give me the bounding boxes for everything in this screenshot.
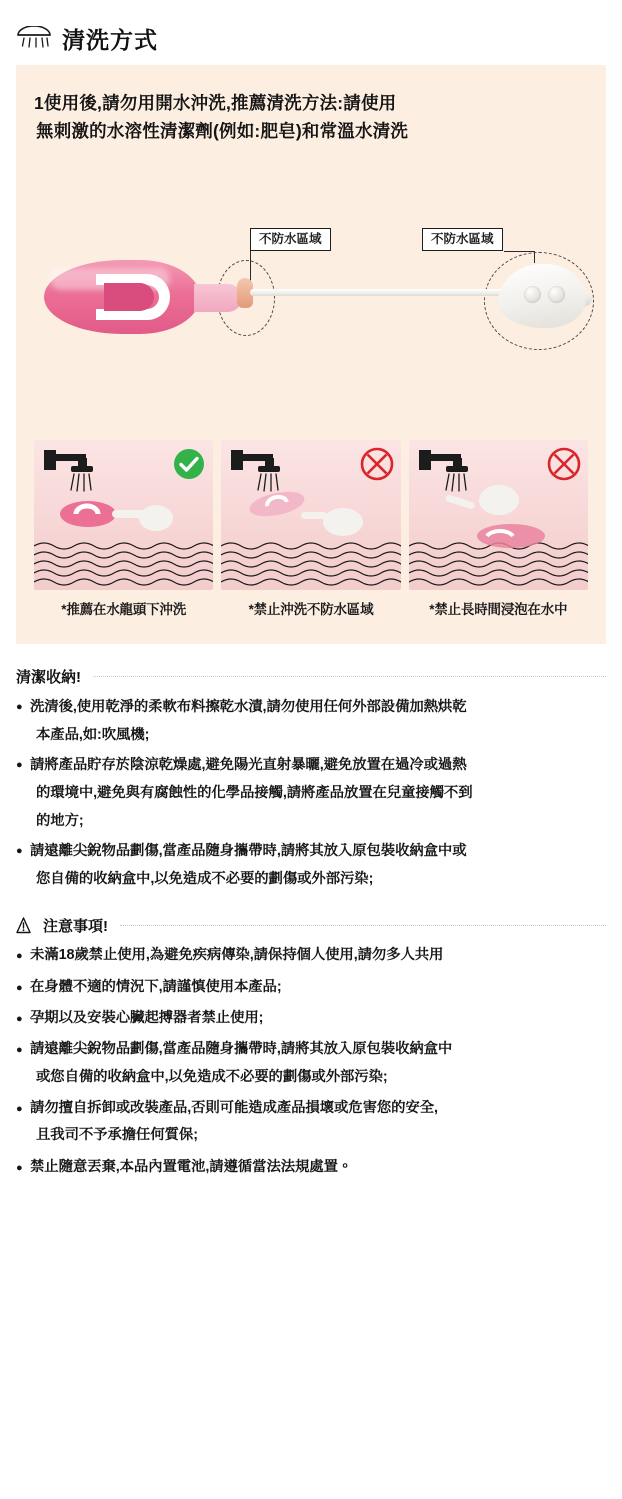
device-inner-groove [104,283,154,311]
shower-head-icon [16,26,52,52]
section-header [0,0,622,65]
list-item-line-1: 未滿18歲禁止使用,為避免疾病傳染,請保持個人使用,請勿多人共用 [30,947,444,964]
check-mark-icon [172,447,206,481]
callout-right-label: 不防水區域 [422,228,503,251]
remote-button-1 [524,286,541,303]
list-item [16,837,606,893]
heading-divider [93,676,606,677]
device-cord [250,289,512,296]
list-item-line-1: 請遠離尖銳物品劃傷,當產品隨身攜帶時,請將其放入原包裝收納盒中 [30,1041,453,1058]
list-item-line-2: 或您自備的收納盒中,以免造成不必要的劃傷或外部污染; [36,1068,388,1085]
wash-card-3 [409,440,588,590]
device-diagram [34,152,588,422]
list-item [16,942,606,969]
wash-card-1 [34,440,213,590]
remote-button-2 [548,286,565,303]
list-item-line-1: 請遠離尖銳物品劃傷,當產品隨身攜帶時,請將其放入原包裝收納盒中或 [30,843,467,860]
callout-right-leader-horizontal [504,251,534,252]
wash-card-captions [34,598,588,618]
list-item-line-2: 的環境中,避免與有腐蝕性的化學品接觸,請將產品放置在兒童接觸不到 [36,784,473,801]
list-item [16,1154,606,1181]
cleaning-storage-heading [16,666,606,687]
list-item-line-1: 請將產品貯存於陰涼乾燥處,避免陽光直射暴曬,避免放置在過冷或過熱 [30,756,467,773]
list-item [16,1005,606,1032]
list-item-line-1: 孕期以及安裝心臟起搏器者禁止使用; [30,1009,264,1026]
cleaning-lead-line-1: 1使用後,請勿用開水沖洗,推薦清洗方法:請使用 [34,93,397,113]
cleaning-storage-section [0,666,622,894]
list-item [16,1036,606,1091]
list-item-line-1: 在身體不適的情況下,請謹慎使用本產品; [30,978,282,995]
notice-list [16,942,606,1181]
page-title: 清洗方式 [62,27,158,53]
list-item-line-1: 洗清後,使用乾淨的柔軟布料擦乾水漬,請勿使用任何外部設備加熱烘乾 [30,698,467,715]
list-item-line-1: 禁止隨意丟棄,本品內置電池,請遵循當法法規處置。 [30,1158,353,1175]
device-thumb-3 [423,478,563,548]
remote-body [498,264,586,328]
wash-caption-3: *禁止長時間浸泡在水中 [429,601,568,617]
heading-divider [120,925,606,926]
list-item-line-2: 且我司不予承擔任何質保; [36,1127,198,1144]
list-item [16,1095,606,1150]
list-item-line-2: 您自備的收納盒中,以免造成不必要的劃傷或外部污染; [36,871,374,888]
cleaning-lead-text [34,89,588,146]
cross-mark-icon [547,447,581,481]
device-neck [194,284,242,312]
cleaning-lead-line-2: 無刺激的水溶性清潔劑(例如:肥皂)和常溫水清洗 [36,121,409,142]
warning-icon [16,917,31,934]
device-remote [498,258,586,334]
notice-heading [16,915,606,936]
list-item-line-2: 本產品,如:吹風機; [36,726,150,743]
cross-mark-icon [360,447,394,481]
faucet-icon [44,448,106,494]
notice-section [0,915,622,1181]
callout-left-label: 不防水區域 [250,228,331,251]
wash-instruction-cards [34,440,588,590]
notice-heading-text: 注意事項! [43,918,108,936]
list-item [16,751,606,835]
wash-caption-1: *推薦在水龍頭下沖洗 [61,601,187,617]
device-thumb-2 [243,486,373,546]
list-item-line-1: 請勿擅自拆卸或改裝產品,否則可能造成產品損壞或危害您的安全, [30,1100,438,1117]
cleaning-method-panel [16,65,606,644]
device-main-body [44,260,224,334]
cleaning-storage-heading-text: 清潔收納! [16,668,81,686]
list-item [16,693,606,749]
device-thumb-1 [58,492,178,552]
wash-caption-2: *禁止沖洗不防水區域 [248,601,374,617]
cleaning-storage-list [16,693,606,894]
list-item [16,974,606,1001]
wash-card-2 [221,440,400,590]
list-item-line-3: 的地方; [36,813,84,829]
